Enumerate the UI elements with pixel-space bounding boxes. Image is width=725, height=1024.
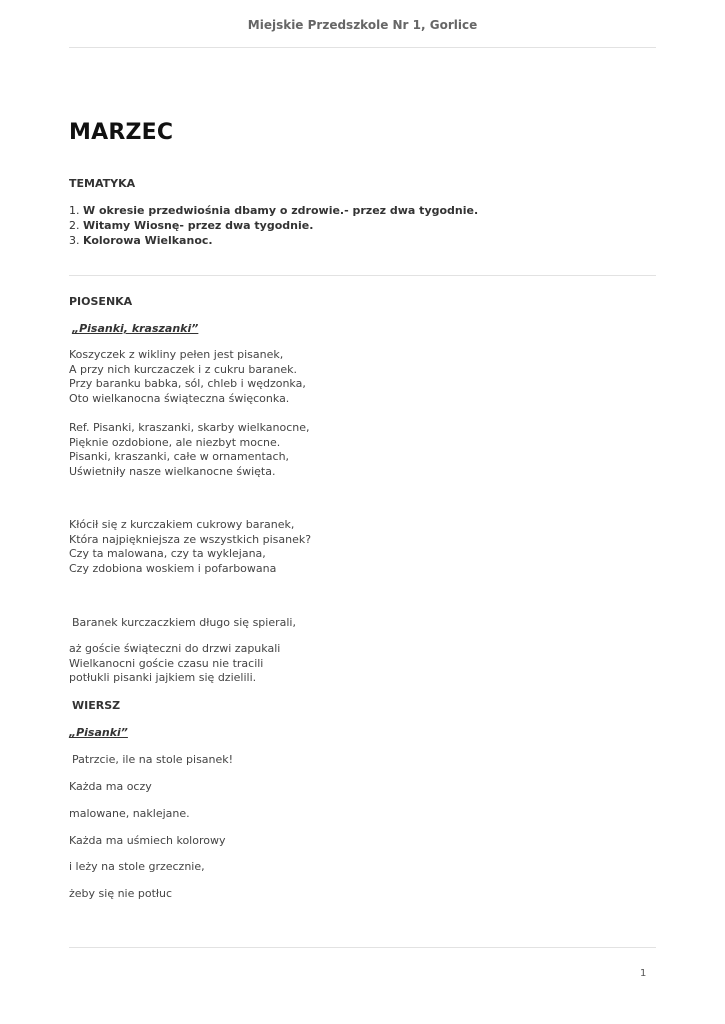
verse-line: aż goście świąteczni do drzwi zapukali — [69, 642, 281, 655]
poem-line: Każda ma oczy — [69, 780, 152, 793]
topic-number: 1. — [69, 204, 80, 217]
poem-title: „Pisanki” — [69, 726, 128, 739]
verse-line: Czy ta malowana, czy ta wyklejana, — [69, 547, 266, 561]
verse-line: Baranek kurczaczkiem długo się spierali, — [72, 616, 296, 629]
song-stanza-1 — [69, 348, 306, 406]
poem-line: Patrzcie, ile na stole pisanek! — [72, 753, 234, 766]
topic-item — [69, 218, 478, 233]
song-title: „Pisanki, kraszanki” — [72, 322, 199, 335]
wiersz-heading: WIERSZ — [72, 699, 121, 712]
song-stanza-3 — [69, 642, 280, 686]
verse-line: Uświetniły nasze wielkanocne święta. — [69, 464, 276, 478]
verse-line: Kłócił się z kurczakiem cukrowy baranek, — [69, 518, 295, 531]
song-refrain — [69, 421, 310, 479]
topic-item — [69, 203, 478, 218]
tematyka-heading: TEMATYKA — [69, 177, 136, 190]
verse-line: Która najpiękniejsza ze wszystkich pisanek? — [69, 532, 312, 546]
song-stanza-2 — [69, 518, 311, 576]
topic-number: 3. — [69, 234, 80, 247]
verse-line: potłukli pisanki jajkiem się dzielili. — [69, 671, 257, 685]
page-title: MARZEC — [69, 120, 174, 145]
poem-line: Każda ma uśmiech kolorowy — [69, 834, 226, 847]
verse-line: Pisanki, kraszanki, całe w ornamentach, — [69, 450, 290, 464]
topic-text: Kolorowa Wielkanoc. — [83, 234, 213, 247]
verse-line: Ref. Pisanki, kraszanki, skarby wielkanocne, — [69, 421, 310, 434]
verse-line: Przy baranku babka, sól, chleb i wędzonka, — [69, 377, 306, 391]
verse-line: Pięknie ozdobione, ale niezbyt mocne. — [69, 435, 281, 449]
topic-number: 2. — [69, 219, 80, 232]
topic-item — [69, 233, 478, 248]
page-number: 1 — [640, 968, 647, 979]
poem-line: i leży na stole grzecznie, — [69, 860, 205, 873]
header-divider — [69, 47, 656, 48]
topic-text: Witamy Wiosnę- przez dwa tygodnie. — [83, 219, 314, 232]
poem-line: żeby się nie potłuc — [69, 887, 173, 900]
poem-line: malowane, naklejane. — [69, 807, 190, 820]
topics-list — [69, 203, 478, 248]
document-header-title: Miejskie Przedszkole Nr 1, Gorlice — [247, 18, 478, 32]
piosenka-heading: PIOSENKA — [69, 295, 133, 308]
verse-line: Oto wielkanocna świąteczna święconka. — [69, 391, 290, 405]
verse-line: Czy zdobiona woskiem i pofarbowana — [69, 561, 277, 575]
verse-line: A przy nich kurczaczek i z cukru baranek. — [69, 362, 297, 376]
footer-divider — [69, 947, 656, 948]
verse-line: Koszyczek z wikliny pełen jest pisanek, — [69, 348, 284, 361]
verse-line: Wielkanocni goście czasu nie tracili — [69, 656, 264, 670]
section-divider — [69, 275, 656, 276]
topic-text: W okresie przedwiośnia dbamy o zdrowie.- przez dwa tygodnie. — [83, 204, 479, 217]
